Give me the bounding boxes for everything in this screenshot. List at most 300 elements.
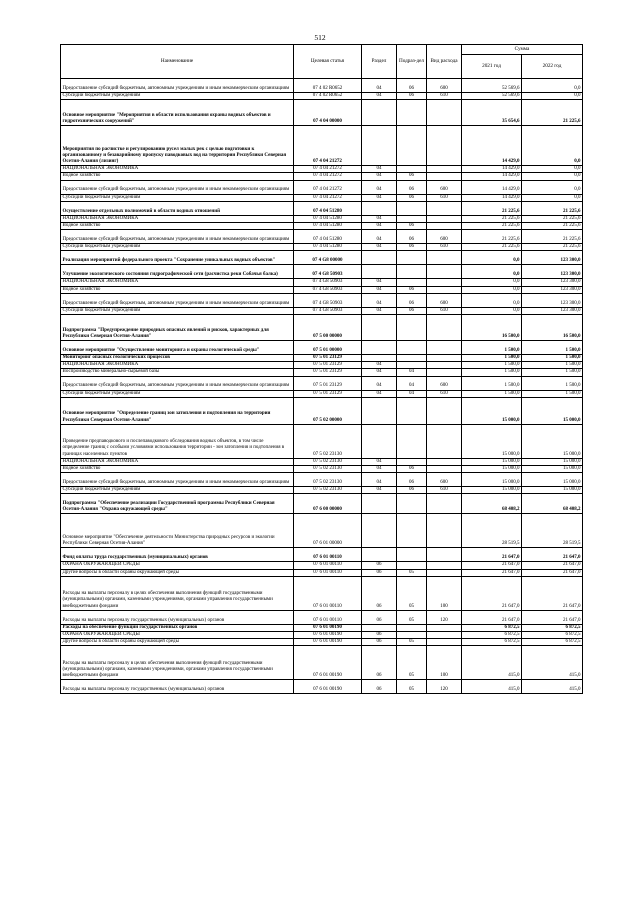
row-amount-2021: 52 569,6 — [462, 79, 522, 93]
row-code: 07 5 01 23129 — [294, 390, 362, 397]
row-kind: 610 — [427, 390, 462, 397]
table-row — [61, 79, 583, 93]
table-row — [61, 126, 583, 166]
header-subsection: Подраз-дел — [397, 45, 427, 79]
row-name: Субсидии бюджетным учреждениям — [61, 307, 294, 314]
row-section: 06 — [362, 632, 397, 639]
row-subsection: 06 — [397, 194, 427, 201]
row-name: НАЦИОНАЛЬНАЯ ЭКОНОМИКА — [61, 279, 294, 286]
row-name: Фонд оплаты труда государственных (муниципальных) органов — [61, 548, 294, 562]
header-name: Наименование — [61, 45, 294, 79]
row-amount-2022: 0,0 — [522, 79, 583, 93]
row-amount-2022: 28 519,5 — [522, 514, 583, 548]
row-section: 04 — [362, 473, 397, 487]
row-section — [362, 355, 397, 362]
row-section: 04 — [362, 93, 397, 100]
row-amount-2021: 21 225,6 — [462, 201, 522, 215]
row-amount-2021: 35 654,6 — [462, 100, 522, 126]
row-code: 07 4 04 21272 — [294, 126, 362, 166]
row-amount-2022: 0,0 — [522, 173, 583, 180]
row-kind — [427, 355, 462, 362]
row-subsection: 04 — [397, 390, 427, 397]
row-subsection — [397, 341, 427, 355]
table-row — [61, 215, 583, 222]
row-section — [362, 424, 397, 458]
row-kind — [427, 362, 462, 369]
row-name: Предоставление субсидий бюджетным, автономным учреждениям и иным некоммерческим организациям — [61, 180, 294, 194]
row-amount-2022: 123 300,0 — [522, 307, 583, 314]
row-subsection — [397, 548, 427, 562]
row-kind: 600 — [427, 180, 462, 194]
row-kind — [427, 265, 462, 279]
row-section — [362, 315, 397, 341]
row-section: 04 — [362, 362, 397, 369]
row-amount-2021: 1 500,0 — [462, 369, 522, 376]
row-subsection — [397, 624, 427, 631]
row-amount-2022: 15 000,0 — [522, 458, 583, 465]
row-code: 07 4 02 R0652 — [294, 93, 362, 100]
row-section — [362, 548, 397, 562]
row-code: 07 6 01 00190 — [294, 632, 362, 639]
table-row — [61, 244, 583, 251]
row-amount-2022: 0,0 — [522, 93, 583, 100]
row-name: Водное хозяйство — [61, 466, 294, 473]
row-section: 04 — [362, 215, 397, 222]
row-amount-2022: 0,0 — [522, 166, 583, 173]
row-name: Мониторинг опасных геологических процессов — [61, 355, 294, 362]
row-subsection: 06 — [397, 244, 427, 251]
table-row — [61, 315, 583, 341]
row-amount-2021: 14 429,0 — [462, 166, 522, 173]
row-code: 07 5 01 23129 — [294, 362, 362, 369]
row-amount-2021: 0,0 — [462, 279, 522, 286]
row-name: Подпрограмма "Предупреждение природных опасных явлений и рисков, характерных для Республики Северная Осетия-Алания" — [61, 315, 294, 341]
row-code: 07 5 02 23130 — [294, 466, 362, 473]
row-amount-2021: 6 872,5 — [462, 624, 522, 631]
row-name: Субсидии бюджетным учреждениям — [61, 487, 294, 494]
row-amount-2022: 15 000,0 — [522, 487, 583, 494]
row-amount-2022: 1 500,0 — [522, 376, 583, 390]
row-amount-2021: 0,0 — [462, 265, 522, 279]
row-name: Предоставление субсидий бюджетным, автономным учреждениям и иным некоммерческим организациям — [61, 230, 294, 244]
row-section: 04 — [362, 279, 397, 286]
row-section: 04 — [362, 166, 397, 173]
row-amount-2022: 21 647,0 — [522, 576, 583, 610]
row-section: 04 — [362, 79, 397, 93]
row-section: 06 — [362, 569, 397, 576]
row-amount-2021: 14 429,0 — [462, 173, 522, 180]
row-amount-2022: 415,0 — [522, 680, 583, 694]
table-row — [61, 562, 583, 569]
table-row — [61, 286, 583, 293]
table-row — [61, 251, 583, 265]
row-subsection — [397, 166, 427, 173]
row-section: 06 — [362, 680, 397, 694]
row-subsection — [397, 424, 427, 458]
row-code: 07 5 02 23130 — [294, 487, 362, 494]
row-amount-2022: 15 000,0 — [522, 473, 583, 487]
row-code: 07 6 01 00110 — [294, 576, 362, 610]
row-name: Другие вопросы в области охраны окружающей среды — [61, 569, 294, 576]
table-row — [61, 458, 583, 465]
table-row — [61, 487, 583, 494]
row-amount-2021: 15 000,0 — [462, 458, 522, 465]
row-subsection — [397, 201, 427, 215]
table-row — [61, 194, 583, 201]
row-amount-2022: 123 300,0 — [522, 279, 583, 286]
row-subsection — [397, 265, 427, 279]
table-row — [61, 397, 583, 424]
row-code: 07 6 01 00110 — [294, 548, 362, 562]
table-row — [61, 201, 583, 215]
row-amount-2021: 415,0 — [462, 646, 522, 680]
table-row — [61, 265, 583, 279]
table-row — [61, 180, 583, 194]
table-row — [61, 166, 583, 173]
row-subsection — [397, 632, 427, 639]
row-amount-2022: 21 647,0 — [522, 562, 583, 569]
row-subsection: 06 — [397, 223, 427, 230]
table-row — [61, 390, 583, 397]
row-amount-2022: 1 500,0 — [522, 369, 583, 376]
row-amount-2021: 1 500,0 — [462, 390, 522, 397]
row-amount-2021: 6 872,5 — [462, 632, 522, 639]
row-subsection: 06 — [397, 230, 427, 244]
row-name: Основное мероприятие "Осуществление мониторинга и охраны геологической среды" — [61, 341, 294, 355]
row-code: 07 6 01 00110 — [294, 610, 362, 624]
row-section — [362, 251, 397, 265]
row-kind — [427, 173, 462, 180]
row-kind — [427, 466, 462, 473]
row-code: 07 4 G8 00000 — [294, 251, 362, 265]
row-code: 07 5 02 00000 — [294, 397, 362, 424]
row-kind — [427, 315, 462, 341]
row-kind — [427, 215, 462, 222]
row-subsection — [397, 251, 427, 265]
row-amount-2021: 0,0 — [462, 307, 522, 314]
row-name: Другие вопросы в области охраны окружающей среды — [61, 639, 294, 646]
row-subsection — [397, 315, 427, 341]
table-row — [61, 223, 583, 230]
row-kind — [427, 201, 462, 215]
row-amount-2022: 1 500,0 — [522, 341, 583, 355]
row-code: 07 4 04 00000 — [294, 100, 362, 126]
row-amount-2021: 415,0 — [462, 680, 522, 694]
row-subsection — [397, 458, 427, 465]
row-amount-2021: 14 429,0 — [462, 194, 522, 201]
row-section — [362, 341, 397, 355]
row-name: Подпрограмма "Обеспечение реализации Государственной программы Республики Северная Осетия-Алания "Охрана окружающей среды" — [61, 494, 294, 514]
row-code: 07 5 01 00000 — [294, 341, 362, 355]
row-name: Расходы на выплаты персоналу в целях обеспечения выполнения функций государственными (муниципальными) органами, казенными учреждениями, органами управления государственными внебюджетными фондами — [61, 576, 294, 610]
row-name: Расходы на выплаты персоналу государственных (муниципальных) органов — [61, 610, 294, 624]
row-subsection: 06 — [397, 487, 427, 494]
row-amount-2022: 1 500,0 — [522, 362, 583, 369]
row-amount-2021: 21 647,0 — [462, 548, 522, 562]
row-section: 06 — [362, 562, 397, 569]
row-amount-2021: 16 500,0 — [462, 315, 522, 341]
row-amount-2021: 15 000,0 — [462, 466, 522, 473]
table-row — [61, 362, 583, 369]
row-name: ОХРАНА ОКРУЖАЮЩЕЙ СРЕДЫ — [61, 562, 294, 569]
header-code: Целевая статья — [294, 45, 362, 79]
row-name: НАЦИОНАЛЬНАЯ ЭКОНОМИКА — [61, 362, 294, 369]
row-code: 07 4 G8 50903 — [294, 307, 362, 314]
row-section: 04 — [362, 180, 397, 194]
row-code: 07 4 04 21272 — [294, 194, 362, 201]
table-row — [61, 610, 583, 624]
row-subsection: 06 — [397, 93, 427, 100]
page-number: 512 — [314, 33, 326, 42]
row-name: Предоставление субсидий бюджетным, автономным учреждениям и иным некоммерческим организациям — [61, 79, 294, 93]
row-amount-2021: 21 225,6 — [462, 215, 522, 222]
row-amount-2022: 68 408,2 — [522, 494, 583, 514]
row-amount-2021: 14 429,0 — [462, 126, 522, 166]
row-kind: 610 — [427, 93, 462, 100]
row-subsection: 06 — [397, 473, 427, 487]
row-name: Субсидии бюджетным учреждениям — [61, 93, 294, 100]
row-code: 07 5 00 00000 — [294, 315, 362, 341]
row-kind: 600 — [427, 473, 462, 487]
row-name: Водное хозяйство — [61, 173, 294, 180]
row-amount-2022: 415,0 — [522, 646, 583, 680]
table-row — [61, 473, 583, 487]
row-section: 04 — [362, 369, 397, 376]
row-kind — [427, 166, 462, 173]
row-amount-2022: 6 872,5 — [522, 639, 583, 646]
row-amount-2022: 6 872,5 — [522, 632, 583, 639]
row-subsection: 06 — [397, 307, 427, 314]
row-subsection: 06 — [397, 466, 427, 473]
row-subsection: 05 — [397, 639, 427, 646]
row-amount-2021: 1 500,0 — [462, 341, 522, 355]
header-year-2021: 2021 год — [462, 55, 522, 79]
row-name: Реализация мероприятий федерального проекта "Сохранение уникальных водных объектов" — [61, 251, 294, 265]
row-code: 07 5 02 23130 — [294, 473, 362, 487]
row-subsection: 05 — [397, 576, 427, 610]
row-section: 04 — [362, 376, 397, 390]
row-section: 04 — [362, 487, 397, 494]
row-amount-2021: 21 647,0 — [462, 562, 522, 569]
row-code: 07 5 02 23130 — [294, 458, 362, 465]
row-kind — [427, 286, 462, 293]
row-section: 06 — [362, 639, 397, 646]
row-amount-2022: 21 225,6 — [522, 244, 583, 251]
row-kind: 610 — [427, 487, 462, 494]
table-row — [61, 632, 583, 639]
row-kind: 600 — [427, 293, 462, 307]
row-amount-2022: 123 300,0 — [522, 251, 583, 265]
row-subsection: 06 — [397, 79, 427, 93]
row-kind — [427, 126, 462, 166]
row-name: НАЦИОНАЛЬНАЯ ЭКОНОМИКА — [61, 166, 294, 173]
row-amount-2022: 21 225,6 — [522, 215, 583, 222]
table-row — [61, 494, 583, 514]
table-row — [61, 100, 583, 126]
row-kind: 610 — [427, 307, 462, 314]
row-kind — [427, 458, 462, 465]
row-name: Расходы на обеспечение функций государственных органов — [61, 624, 294, 631]
row-amount-2021: 21 225,6 — [462, 230, 522, 244]
row-section — [362, 126, 397, 166]
row-section — [362, 624, 397, 631]
header-sum: Сумма — [462, 45, 583, 55]
row-code: 07 6 01 00110 — [294, 562, 362, 569]
row-amount-2021: 6 872,5 — [462, 639, 522, 646]
row-subsection: 04 — [397, 376, 427, 390]
table-row — [61, 639, 583, 646]
row-amount-2022: 21 225,6 — [522, 100, 583, 126]
row-name: Проведение предпаводкового и послепаводкового обследования водных объектов, в том числе определение границ с особыми условиями использования территории - зон затопления и подтопления в границах населенных пунктов — [61, 424, 294, 458]
budget-table — [60, 44, 583, 694]
row-code: 07 4 04 21272 — [294, 180, 362, 194]
row-code: 07 5 02 23130 — [294, 424, 362, 458]
row-section: 04 — [362, 194, 397, 201]
row-amount-2022: 16 500,0 — [522, 315, 583, 341]
row-kind — [427, 100, 462, 126]
row-subsection — [397, 126, 427, 166]
table-row — [61, 279, 583, 286]
row-amount-2021: 15 000,0 — [462, 424, 522, 458]
row-amount-2022: 21 647,0 — [522, 548, 583, 562]
row-name: Расходы на выплаты персоналу в целях обеспечения выполнения функций государственными (муниципальными) органами, казенными учреждениями, органами управления государственными внебюджетными фондами — [61, 646, 294, 680]
table-row — [61, 376, 583, 390]
row-amount-2022: 21 647,0 — [522, 569, 583, 576]
row-code: 07 4 04 21272 — [294, 166, 362, 173]
row-code: 07 4 04 51280 — [294, 201, 362, 215]
row-subsection: 04 — [397, 369, 427, 376]
row-amount-2021: 15 000,0 — [462, 473, 522, 487]
row-amount-2022: 0,0 — [522, 194, 583, 201]
row-section: 06 — [362, 646, 397, 680]
row-amount-2021: 52 569,6 — [462, 93, 522, 100]
row-name: Водное хозяйство — [61, 223, 294, 230]
row-amount-2022: 15 000,0 — [522, 466, 583, 473]
row-name: Предоставление субсидий бюджетным, автономным учреждениям и иным некоммерческим организациям — [61, 473, 294, 487]
table-row — [61, 173, 583, 180]
row-section: 04 — [362, 223, 397, 230]
row-amount-2022: 6 872,5 — [522, 624, 583, 631]
row-subsection — [397, 397, 427, 424]
row-section: 04 — [362, 307, 397, 314]
row-kind — [427, 514, 462, 548]
row-section — [362, 494, 397, 514]
row-code: 07 6 01 00110 — [294, 569, 362, 576]
row-name: Основное мероприятие "Мероприятия в области использования охраны водных объектов и гидротехнических сооружений" — [61, 100, 294, 126]
row-section — [362, 201, 397, 215]
row-code: 07 6 01 00190 — [294, 680, 362, 694]
row-code: 07 6 00 00000 — [294, 494, 362, 514]
row-name: Осуществление отдельных полномочий в области водных отношений — [61, 201, 294, 215]
row-subsection — [397, 514, 427, 548]
row-subsection — [397, 494, 427, 514]
row-name: ОХРАНА ОКРУЖАЮЩЕЙ СРЕДЫ — [61, 632, 294, 639]
row-amount-2022: 0,0 — [522, 126, 583, 166]
row-subsection: 06 — [397, 293, 427, 307]
table-row — [61, 93, 583, 100]
row-kind: 600 — [427, 376, 462, 390]
row-name: Воспроизводство минерально-сырьевой базы — [61, 369, 294, 376]
row-code: 07 6 01 00000 — [294, 514, 362, 548]
header-kind: Вид расхода — [427, 45, 462, 79]
row-subsection — [397, 279, 427, 286]
table-row — [61, 569, 583, 576]
row-kind — [427, 494, 462, 514]
row-kind — [427, 562, 462, 569]
row-kind — [427, 223, 462, 230]
table-row — [61, 230, 583, 244]
row-kind: 600 — [427, 230, 462, 244]
row-subsection — [397, 355, 427, 362]
row-name: Основное мероприятие "Определение границ зон затопления и подтопления на территории Республики Северная Осетия-Алания" — [61, 397, 294, 424]
row-section — [362, 100, 397, 126]
row-code: 07 5 01 23129 — [294, 376, 362, 390]
row-section: 04 — [362, 286, 397, 293]
row-amount-2021: 15 000,0 — [462, 487, 522, 494]
table-row — [61, 466, 583, 473]
row-kind: 610 — [427, 194, 462, 201]
row-name: НАЦИОНАЛЬНАЯ ЭКОНОМИКА — [61, 458, 294, 465]
row-amount-2021: 1 500,0 — [462, 376, 522, 390]
row-name: Основное мероприятие "Обеспечение деятельности Министерства природных ресурсов и экологии Республики Северная Осетия-Алания" — [61, 514, 294, 548]
row-code: 07 4 G8 50903 — [294, 265, 362, 279]
row-section: 04 — [362, 390, 397, 397]
header-year-2022: 2022 год — [522, 55, 583, 79]
row-code: 07 4 G8 50903 — [294, 293, 362, 307]
row-amount-2022: 123 300,0 — [522, 293, 583, 307]
row-kind — [427, 624, 462, 631]
row-section — [362, 397, 397, 424]
row-amount-2022: 21 647,0 — [522, 610, 583, 624]
row-subsection: 05 — [397, 569, 427, 576]
row-name: Предоставление субсидий бюджетным, автономным учреждениям и иным некоммерческим организациям — [61, 293, 294, 307]
row-code: 07 4 G8 50903 — [294, 286, 362, 293]
row-kind: 120 — [427, 610, 462, 624]
row-section — [362, 514, 397, 548]
row-section: 04 — [362, 230, 397, 244]
table-header — [61, 45, 583, 79]
table-row — [61, 624, 583, 631]
row-kind — [427, 639, 462, 646]
row-amount-2022: 1 500,0 — [522, 390, 583, 397]
row-section: 04 — [362, 466, 397, 473]
table-row — [61, 341, 583, 355]
row-amount-2021: 0,0 — [462, 293, 522, 307]
row-amount-2021: 15 000,0 — [462, 397, 522, 424]
row-kind — [427, 548, 462, 562]
row-name: Улучшение экологического состояния гидрографической сети (расчистка реки Собачья балка) — [61, 265, 294, 279]
row-kind: 610 — [427, 244, 462, 251]
row-amount-2021: 21 647,0 — [462, 610, 522, 624]
row-code: 07 4 04 21272 — [294, 173, 362, 180]
table-row — [61, 514, 583, 548]
row-amount-2022: 21 225,6 — [522, 230, 583, 244]
row-code: 07 6 01 00190 — [294, 624, 362, 631]
table-row — [61, 576, 583, 610]
row-code: 07 4 04 51280 — [294, 215, 362, 222]
row-name: НАЦИОНАЛЬНАЯ ЭКОНОМИКА — [61, 215, 294, 222]
row-section: 06 — [362, 576, 397, 610]
row-amount-2021: 14 429,0 — [462, 180, 522, 194]
row-amount-2021: 1 500,0 — [462, 355, 522, 362]
row-amount-2021: 21 225,6 — [462, 223, 522, 230]
row-subsection: 06 — [397, 286, 427, 293]
row-amount-2022: 21 225,6 — [522, 201, 583, 215]
row-subsection: 05 — [397, 680, 427, 694]
row-section: 04 — [362, 244, 397, 251]
row-section: 04 — [362, 293, 397, 307]
table-row — [61, 646, 583, 680]
